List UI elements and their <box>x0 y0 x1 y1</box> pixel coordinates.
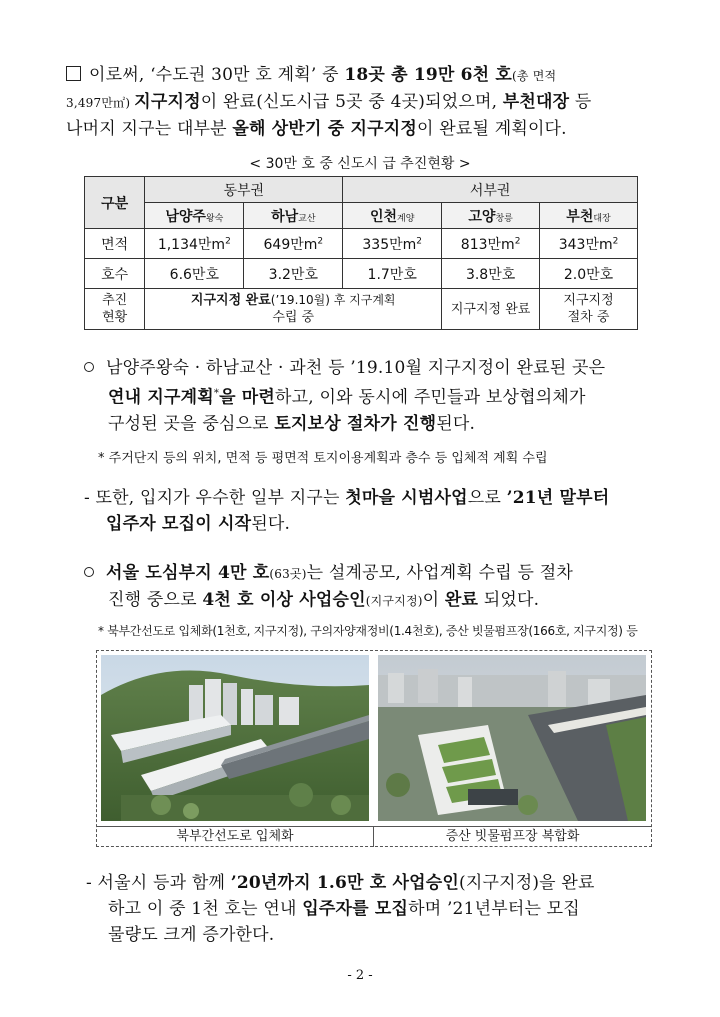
city-header: 고양창릉 <box>442 203 540 229</box>
page-number: - 2 - <box>347 968 373 983</box>
bukbu-expressway-rendering-image <box>101 655 369 821</box>
seoul-downtown-paragraph: 서울 도심부지 4만 호(63곳)는 설계공모, 사업계획 수립 등 절차 진행 중으로 4천 호 이상 사업승인(지구지정)이 완료 되었다. <box>84 560 664 614</box>
footnote-district-plan: * 주거단지 등의 위치, 면적 등 평면적 토지이용계획과 층수 등 입체적 계획 수립 <box>98 451 548 466</box>
image-caption-1: 북부간선도로 입체화 <box>97 826 374 847</box>
city-header: 부천대장 <box>540 203 638 229</box>
units-cell: 3.8만호 <box>442 259 540 289</box>
circle-bullet-icon <box>84 567 94 577</box>
checkbox-square-icon <box>66 66 81 81</box>
row-label-units: 호수 <box>85 259 145 289</box>
row-label-area: 면적 <box>85 229 145 259</box>
header-category: 구분 <box>85 177 145 229</box>
status-cell-goyang: 지구지정 완료 <box>442 289 540 330</box>
area-cell: 649만$m^2$ <box>244 229 343 259</box>
image-caption-2: 증산 빗물펌프장 복합화 <box>374 826 651 847</box>
area-cell: 335만$m^2$ <box>343 229 442 259</box>
header-east: 동부권 <box>145 177 343 203</box>
header-west: 서부권 <box>343 177 638 203</box>
new-town-status-table <box>84 176 638 330</box>
units-cell: 1.7만호 <box>343 259 442 289</box>
table-caption: < 30만 호 중 신도시 급 추진현황 > <box>249 156 471 172</box>
footnote-examples: * 북부간선도로 입체화(1천호, 지구지정), 구의자양재정비(1.4천호), 증산 빗물펌프장(166호, 지구지정) 등 <box>98 624 638 638</box>
area-cell: 813만$m^2$ <box>442 229 540 259</box>
circle-bullet-icon <box>84 362 94 372</box>
intro-paragraph: 이로써, ‘수도권 30만 호 계획’ 중 18곳 총 19만 6천 호(총 면적 3,497만㎡) 지구지정이 완료(신도시급 5곳 중 4곳)되었으며, 부천대장 등 나머지 지구는 대부분 올해 상반기 중 지구지정이 완료될 계획이다. <box>66 65 592 139</box>
status-cell-bucheon: 지구지정 절차 중 <box>540 289 638 330</box>
jeungsan-pump-station-rendering-image <box>378 655 646 821</box>
land-compensation-paragraph: 남양주왕숙 · 하남교산 · 과천 등 ’19.10월 지구지정이 완료된 곳은 연내 지구계획*을 마련하고, 이와 동시에 주민들과 보상협의체가 구성된 곳을 중심으로 토지보상 절차가 진행된다. <box>84 355 664 437</box>
rendering-images-frame <box>96 650 652 847</box>
status-cell-east-incheon: 지구지정 완료(’19.10월) 후 지구계획 수립 중 <box>145 289 442 330</box>
city-header: 남양주왕숙 <box>145 203 244 229</box>
units-cell: 6.6만호 <box>145 259 244 289</box>
city-header: 인천계양 <box>343 203 442 229</box>
area-cell: 1,134만$m^2$ <box>145 229 244 259</box>
units-cell: 3.2만호 <box>244 259 343 289</box>
area-cell: 343만$m^2$ <box>540 229 638 259</box>
city-header: 하남교산 <box>244 203 343 229</box>
pilot-project-paragraph: - 또한, 입지가 우수한 일부 지구는 첫마을 시범사업으로 ’21년 말부터 입주자 모집이 시작된다. <box>84 488 610 534</box>
seoul-approval-paragraph: - 서울시 등과 함께 ’20년까지 1.6만 호 사업승인(지구지정)을 완료 하고 이 중 1천 호는 연내 입주자를 모집하며 ’21년부터는 모집 물량도 크게 증가한다. <box>86 873 595 945</box>
row-label-status: 추진 현황 <box>85 289 145 330</box>
units-cell: 2.0만호 <box>540 259 638 289</box>
